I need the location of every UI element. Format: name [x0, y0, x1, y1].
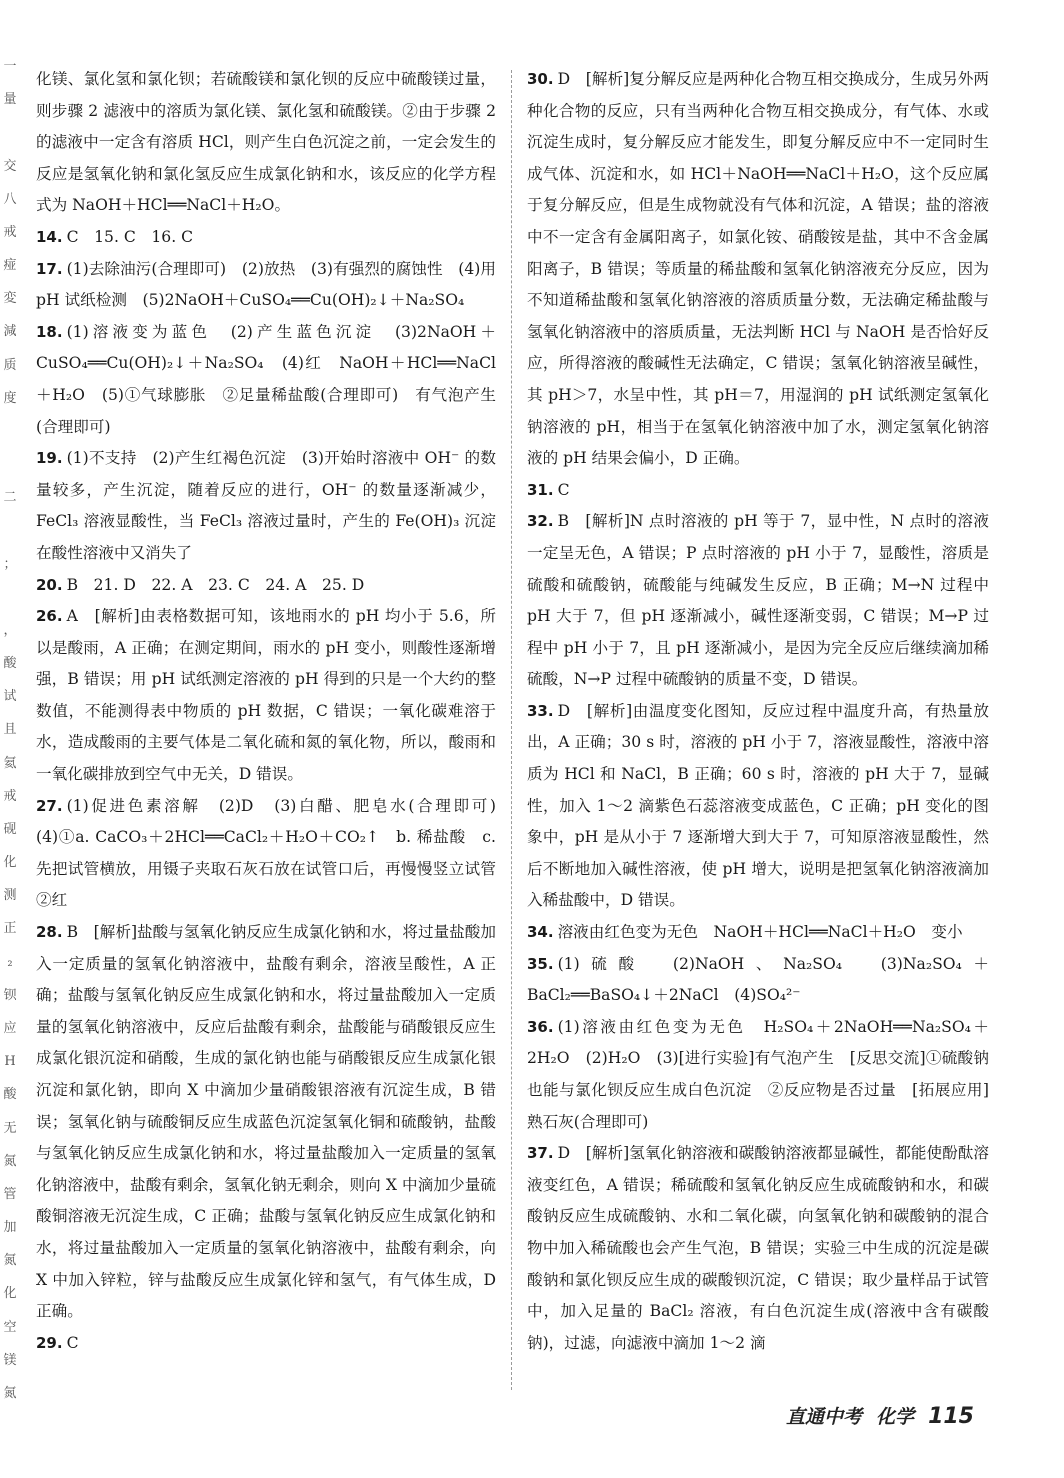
left-column	[36, 64, 512, 1359]
page-number: 115	[928, 1404, 974, 1429]
edge-mark: ₂	[7, 954, 13, 970]
question-number: 37.	[527, 1144, 554, 1163]
answer-item	[36, 317, 496, 443]
answer-item	[36, 570, 496, 602]
edge-mark: 八	[3, 191, 17, 207]
edge-mark: H	[4, 1054, 16, 1070]
edge-mark: 二	[3, 490, 17, 506]
edge-mark: 试	[3, 689, 17, 705]
answer-text: B [解析]盐酸与氢氧化钠反应生成氯化钠和水，将过量盐酸加入一定质量的氢氧化钠溶液中，盐酸有剩余，溶液呈酸性，A 正确；盐酸与氢氧化钠反应生成氯化钠和水，将过量盐酸加入一定质量的氢氧化钠溶液中，反应后盐酸有剩余，盐酸能与硝酸银反应生成氯化银沉淀和硝酸，生成的氯化钠也能与硝酸银反应生成氯化银沉淀和氯化钠，即向 X 中滴加少量硝酸银溶液有沉淀生成，B 错误；氢氧化钠与硫酸铜反应生成蓝色沉淀氢氧化铜和硫酸钠，盐酸与氢氧化钠反应生成氯化钠和水，将过量盐酸加入一定质量的氢氧化钠溶液中，盐酸有剩余，氢氧化钠无剩余，则向 X 中滴加少量硫酸铜溶液无沉淀生成，C 正确；盐酸与氢氧化钠反应生成氯化钠和水，将过量盐酸加入一定质量的氢氧化钠溶液中，盐酸有剩余，向 X 中加入锌粒，锌与盐酸反应生成氯化锌和氢气，有气体生成，D 正确。	[36, 923, 496, 1321]
answer-item	[36, 222, 496, 254]
edge-mark: 测	[3, 888, 17, 904]
answer-text: A [解析]由表格数据可知，该地雨水的 pH 均小于 5.6，所以是酸雨，A 正确；在测定期间，雨水的 pH 变小，则酸性逐渐增强，B 错误；用 pH 试纸测定溶液的 pH 得到的只是一个大约的整数值，不能测得表中物质的 pH 数据，C 错误；一氧化碳难溶于水，造成酸雨的主要气体是二氧化硫和氮的氧化物，所以，酸雨和一氧化碳排放到空气中无关，D 错误。	[36, 607, 496, 784]
footer-series: 直通中考	[786, 1406, 863, 1428]
edge-mark: 戒	[3, 788, 17, 804]
column-divider	[511, 70, 512, 1390]
edge-mark: 氮	[3, 1385, 17, 1401]
answer-text: C 15. C 16. C	[66, 227, 194, 246]
page-edge-marks	[0, 60, 20, 1400]
answer-item	[527, 475, 989, 507]
edge-mark: 化	[3, 1286, 17, 1302]
answer-text: C	[557, 480, 570, 499]
edge-mark	[0, 425, 20, 438]
answer-item	[527, 696, 989, 917]
question-number: 35.	[527, 954, 554, 973]
edge-mark: ，	[3, 622, 17, 638]
edge-mark: ；	[3, 556, 17, 572]
edge-mark: 戒	[3, 224, 17, 240]
edge-mark: 无	[3, 1120, 17, 1136]
question-number: 26.	[36, 607, 63, 626]
edge-mark: 度	[3, 390, 17, 406]
answer-item	[36, 254, 496, 317]
page-footer	[786, 1402, 974, 1429]
edge-mark	[0, 591, 20, 604]
edge-mark: 空	[3, 1319, 17, 1335]
edge-mark: 痖	[3, 258, 17, 274]
answer-item	[36, 601, 496, 791]
edge-mark	[0, 458, 20, 471]
answer-text: (1)去除油污(合理即可) (2)放热 (3)有强烈的腐蚀性 (4)用 pH 试纸检测 (5)2NaOH＋CuSO₄══Cu(OH)₂↓＋Na₂SO₄	[36, 259, 496, 310]
edge-mark: 管	[3, 1186, 17, 1202]
question-number: 31.	[527, 480, 554, 499]
edge-mark: 交	[3, 158, 17, 174]
edge-mark: 氮	[3, 1153, 17, 1169]
answer-item	[36, 1328, 496, 1360]
edge-mark: 砚	[3, 821, 17, 837]
question-number: 28.	[36, 923, 63, 942]
answer-item	[527, 949, 989, 1012]
answer-text: D [解析]氢氧化钠溶液和碳酸钠溶液都显碱性，都能使酚酞溶液变红色，A 错误；稀硫酸和氢氧化钠反应生成硫酸钠和水，和碳酸钠反应生成硫酸钠、水和二氧化碳，向氢氧化钠和碳酸钠的混合物中加入稀硫酸也会产生气泡，B 错误；实验三中生成的沉淀是碳酸钠和氯化钡反应生成的碳酸钡沉淀，C 错误；取少量样品于试管中，加入足量的 BaCl₂ 溶液，有白色沉淀生成(溶液中含有碳酸钠)，过滤，向滤液中滴加 1～2 滴	[527, 1144, 989, 1352]
question-number: 19.	[36, 449, 63, 468]
answer-item	[527, 1138, 989, 1359]
edge-mark: 氮	[3, 1253, 17, 1269]
answer-item	[527, 64, 989, 475]
question-number: 27.	[36, 796, 63, 815]
question-number: 20.	[36, 575, 63, 594]
answer-item	[527, 506, 989, 696]
question-number: 17.	[36, 259, 63, 278]
edge-mark: 減	[3, 324, 17, 340]
answer-text: D [解析]复分解反应是两种化合物互相交换成分，生成另外两种化合物的反应，只有当两种化合物互相交换成分，有气体、水或沉淀生成时，复分解反应才能发生，即复分解反应中不一定同时生成气体、沉淀和水，如 HCl＋NaOH══NaCl＋H₂O，这个反应属于复分解反应，但是生成物就没有气体和沉淀，A 错误；盐的溶液中不一定含有金属阳离子，如氯化铵、硝酸铵是盐，其中不含金属阳离子，B 错误；等质量的稀盐酸和氢氧化钠溶液充分反应，因为不知道稀盐酸和氢氧化钠溶液的溶质质量分数，无法确定稀盐酸与氢氧化钠溶液中的溶质质量，无法判断 HCl 与 NaOH 是否恰好反应，所得溶液的酸碱性无法确定，C 错误；氢氧化钠溶液呈碱性，其 pH＞7，水呈中性，其 pH＝7，用湿润的 pH 试纸测定氢氧化钠溶液的 pH，相当于在氢氧化钠溶液中加了水，测定氢氧化钠溶液的 pH 结果会偏小，D 正确。	[527, 70, 989, 468]
edge-mark: 量	[3, 92, 17, 108]
answer-item	[36, 64, 496, 222]
answer-text: B [解析]N 点时溶液的 pH 等于 7，显中性，N 点时的溶液一定呈无色，A 错误；P 点时溶液的 pH 小于 7，显酸性，溶质是硫酸和硫酸钠，硫酸能与纯碱发生反应，B 正确；M→N 过程中 pH 大于 7，但 pH 逐渐减小，碱性逐渐变弱，C 错误；M→P 过程中 pH 小于 7，且 pH 逐渐减小，是因为完全反应后继续滴加稀硫酸，N→P 过程中硫酸钠的质量不变，D 错误。	[527, 512, 989, 689]
edge-mark: 一	[3, 59, 17, 74]
edge-mark: 且	[3, 722, 17, 738]
answer-text: (1)溶液变为蓝色 (2)产生蓝色沉淀 (3)2NaOH＋CuSO₄══Cu(OH)₂↓＋Na₂SO₄ (4)红 NaOH＋HCl══NaCl＋H₂O (5)①气球膨胀 ②足量稀盐酸(合理即可) 有气泡产生(合理即可)	[36, 322, 496, 436]
edge-mark	[0, 524, 20, 537]
question-number: 33.	[527, 701, 554, 720]
answer-text: 溶液由红色变为无色 NaOH＋HCl══NaCl＋H₂O 变小	[557, 923, 963, 942]
answer-item	[36, 443, 496, 569]
question-number: 30.	[527, 70, 554, 88]
answer-item	[36, 791, 512, 917]
edge-mark: 正	[3, 921, 17, 937]
edge-mark: 应	[3, 1020, 17, 1036]
question-number: 32.	[527, 512, 554, 531]
answer-item	[527, 917, 989, 949]
question-number: 36.	[527, 1017, 554, 1036]
edge-mark: 酸	[3, 656, 17, 672]
question-number: 14.	[36, 227, 63, 246]
question-number: 29.	[36, 1333, 63, 1352]
answer-item	[527, 1012, 989, 1138]
answer-text: C	[66, 1333, 79, 1352]
edge-mark: 氦	[3, 755, 17, 771]
edge-mark: 加	[3, 1220, 17, 1236]
edge-mark: 変	[3, 291, 17, 307]
right-column	[527, 64, 989, 1359]
answer-text: 化镁、氯化氢和氯化钡；若硫酸镁和氯化钡的反应中硫酸镁过量，则步骤 2 滤液中的溶质为氯化镁、氯化氢和硫酸镁。②由于步骤 2 的滤液中一定含有溶质 HCl，则产生白色沉淀之前，一定会发生的反应是氢氧化钠和氯化氢反应生成氯化钠和水，该反应的化学方程式为 NaOH＋HCl══NaCl＋H₂O。	[36, 70, 496, 215]
answer-text: (1)促进色素溶解 (2)D (3)白醋、肥皂水(合理即可) (4)①a. CaCO₃＋2HCl══CaCl₂＋H₂O＋CO₂↑ b. 稀盐酸 c. 先把试管横放，用镊子夹取石灰石放在试管口后，再慢慢竖立试管 ②红	[36, 796, 512, 910]
footer-subject: 化学	[876, 1406, 915, 1428]
question-number: 34.	[527, 923, 554, 942]
edge-mark: 钡	[3, 987, 17, 1003]
answer-text: (1)硫酸 (2)NaOH、Na₂SO₄ (3)Na₂SO₄＋BaCl₂══BaSO₄↓＋2NaCl (4)SO₄²⁻	[527, 954, 989, 1005]
answer-text: (1)溶液由红色变为无色 H₂SO₄＋2NaOH══Na₂SO₄＋2H₂O (2)H₂O (3)[进行实验]有气泡产生 [反思交流]①硫酸钠也能与氯化钡反应生成白色沉淀 ②反应物是否过量 [拓展应用]熟石灰(合理即可)	[527, 1017, 989, 1131]
answer-item	[36, 917, 496, 1328]
answer-text: B 21. D 22. A 23. C 24. A 25. D	[66, 575, 365, 594]
edge-mark: 镁	[3, 1352, 17, 1368]
answer-text: (1)不支持 (2)产生红褐色沉淀 (3)开始时溶液中 OH⁻ 的数量较多，产生沉淀，随着反应的进行，OH⁻ 的数量逐渐减少，FeCl₃ 溶液显酸性，当 FeCl₃ 溶液过量时，产生的 Fe(OH)₃ 沉淀在酸性溶液中又消失了	[36, 449, 496, 562]
question-number: 18.	[36, 322, 63, 341]
answer-text: D [解析]由温度变化图知，反应过程中温度升高，有热量放出，A 正确；30 s 时，溶液的 pH 小于 7，溶液显酸性，溶液中溶质为 HCl 和 NaCl，B 正确；60 s 时，溶液的 pH 大于 7，显碱性，加入 1～2 滴紫色石蕊溶液变成蓝色，C 正确；pH 变化的图象中，pH 是从小于 7 逐渐增大到大于 7，可知原溶液显酸性，然后不断地加入碱性溶液，使 pH 增大，说明是把氢氧化钠溶液滴加入稀盐酸中，D 错误。	[527, 701, 989, 910]
edge-mark	[0, 126, 20, 139]
edge-mark: 酸	[3, 1087, 17, 1103]
edge-mark: 化	[3, 855, 17, 871]
edge-mark: 质	[3, 357, 17, 373]
